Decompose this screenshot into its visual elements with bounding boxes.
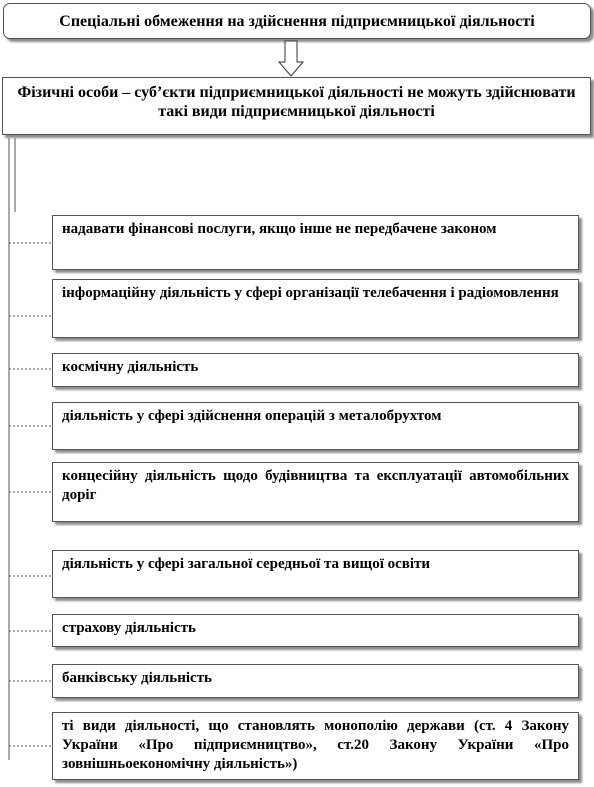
- activity-text: страхову діяльність: [62, 620, 196, 636]
- activity-text: інформаційну діяльність у сфері організації телебачення і радіомовлення: [62, 285, 559, 301]
- activity-text: діяльність у сфері здійснення операцій з металобрухтом: [62, 408, 442, 424]
- activity-item-banking: [52, 664, 579, 698]
- activity-text: ті види діяльності, що становлять монополію держави (ст. 4 Закону України «Про підприємництво», ст.20 Закону України «Про зовнішньоекономічну діяльність»): [62, 718, 569, 772]
- subject-text: Фізичні особи – суб’єкти підприємницької діяльності не можуть здійснювати такі види підприємницької діяльності: [17, 84, 576, 120]
- activity-item-financial: [52, 215, 579, 270]
- activity-item-insurance: [52, 614, 579, 647]
- activity-item-information: [52, 279, 579, 338]
- activity-text: банківську діяльність: [62, 670, 212, 686]
- activity-text: надавати фінансові послуги, якщо інше не передбачене законом: [62, 221, 497, 237]
- activity-item-space: [52, 353, 579, 387]
- activity-item-state-monopoly: [52, 712, 579, 780]
- activity-text: діяльність у сфері загальної середньої та вищої освіти: [62, 556, 431, 572]
- diagram-title-text: Спеціальні обмеження на здійснення підприємницької діяльності: [59, 12, 535, 30]
- activity-item-education: [52, 550, 579, 598]
- activity-text: концесійну діяльність щодо будівництва та експлуатації автомобільних доріг: [62, 468, 569, 503]
- activity-item-concession: [52, 462, 579, 522]
- activity-text: космічну діяльність: [62, 359, 199, 375]
- activity-item-scrap-metal: [52, 402, 579, 450]
